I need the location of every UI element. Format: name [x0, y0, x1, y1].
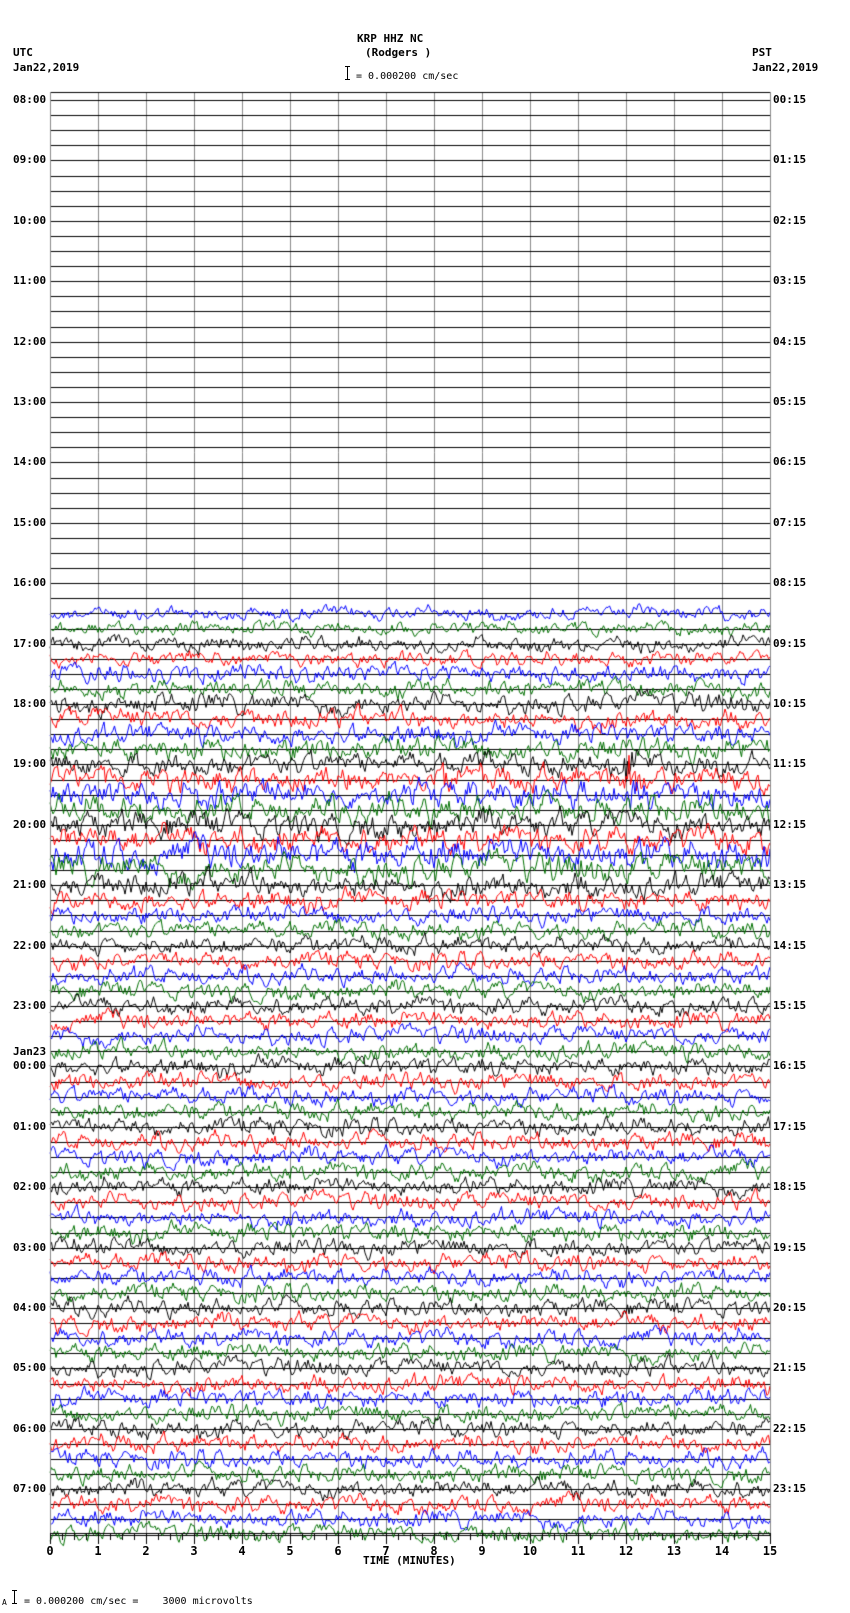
- pst-hour-label: 20:15: [773, 1301, 807, 1314]
- utc-hour-label: 06:00: [13, 1421, 47, 1435]
- utc-hour-label: 12:00: [13, 334, 47, 348]
- x-tick-label: 4: [238, 1544, 246, 1558]
- x-tick-label: 15: [762, 1544, 778, 1558]
- pst-hour-label: 17:15: [773, 1119, 807, 1133]
- x-tick-label: 0: [46, 1544, 54, 1558]
- utc-hour-label: 23:00: [13, 999, 47, 1012]
- x-tick-label: 7: [382, 1544, 390, 1558]
- x-tick-label: 8: [430, 1544, 438, 1558]
- utc-hour-label: 13:00: [13, 395, 47, 408]
- left-timezone: UTC: [13, 46, 33, 59]
- pst-hour-label: 06:15: [773, 455, 807, 469]
- left-date: Jan22,2019: [13, 61, 80, 74]
- pst-hour-label: 18:15: [773, 1180, 807, 1194]
- pst-hour-label: 05:15: [773, 395, 807, 408]
- right-date: Jan22,2019: [752, 61, 819, 74]
- utc-hour-label: 02:00: [13, 1180, 47, 1194]
- scale-bar-icon: [345, 66, 350, 80]
- pst-hour-label: 16:15: [773, 1059, 807, 1073]
- utc-hour-label: 09:00: [13, 153, 47, 167]
- utc-hour-label: 22:00: [13, 938, 47, 952]
- footer-scale-prefix: A: [2, 1598, 7, 1607]
- utc-hour-label: 04:00: [13, 1301, 47, 1314]
- x-axis-label: TIME (MINUTES): [363, 1554, 456, 1567]
- x-tick-label: 1: [94, 1544, 102, 1558]
- utc-hour-label: 11:00: [13, 274, 47, 288]
- x-tick-label: 13: [666, 1544, 682, 1558]
- right-timezone: PST: [752, 46, 772, 59]
- footer-scale-text: = 0.000200 cm/sec = 3000 microvolts: [24, 1596, 253, 1607]
- pst-hour-label: 22:15: [773, 1421, 807, 1435]
- date-change-label: Jan23: [13, 1045, 47, 1059]
- footer-scale-bar-icon: [12, 1590, 17, 1604]
- utc-hour-label: 15:00: [13, 515, 47, 529]
- x-tick-label: 3: [190, 1544, 198, 1558]
- pst-hour-label: 00:15: [773, 93, 807, 106]
- pst-hour-label: 03:15: [773, 274, 807, 288]
- pst-hour-label: 15:15: [773, 999, 807, 1012]
- pst-hour-label: 04:15: [773, 334, 807, 348]
- utc-hour-label: 00:00: [13, 1059, 47, 1073]
- x-tick-label: 10: [522, 1544, 538, 1558]
- pst-hour-label: 23:15: [773, 1482, 807, 1496]
- scale-text: = 0.000200 cm/sec: [356, 71, 459, 82]
- pst-hour-label: 01:15: [773, 153, 807, 167]
- pst-hour-label: 08:15: [773, 576, 807, 590]
- pst-hour-label: 10:15: [773, 697, 807, 710]
- utc-hour-label: 05:00: [13, 1361, 47, 1375]
- utc-hour-label: 21:00: [13, 878, 47, 892]
- pst-hour-label: 19:15: [773, 1240, 807, 1254]
- utc-hour-label: 20:00: [13, 817, 47, 831]
- x-tick-label: 5: [286, 1544, 294, 1558]
- utc-hour-label: 14:00: [13, 455, 47, 469]
- x-tick-label: 9: [478, 1544, 486, 1558]
- x-tick-label: 6: [334, 1544, 342, 1558]
- utc-hour-label: 01:00: [13, 1119, 47, 1133]
- utc-hour-label: 03:00: [13, 1240, 47, 1254]
- station-location: (Rodgers ): [365, 46, 432, 59]
- utc-hour-label: 18:00: [13, 697, 47, 710]
- utc-hour-label: 07:00: [13, 1482, 47, 1496]
- utc-hour-label: 17:00: [13, 636, 47, 650]
- x-tick-label: 11: [570, 1544, 586, 1558]
- utc-hour-label: 19:00: [13, 757, 47, 771]
- utc-hour-label: 16:00: [13, 576, 47, 590]
- pst-hour-label: 07:15: [773, 515, 807, 529]
- station-title: KRP HHZ NC: [357, 32, 424, 45]
- pst-hour-label: 13:15: [773, 878, 807, 892]
- utc-hour-label: 08:00: [13, 93, 47, 106]
- pst-hour-label: 14:15: [773, 938, 807, 952]
- pst-hour-label: 02:15: [773, 213, 807, 227]
- pst-hour-label: 21:15: [773, 1361, 807, 1375]
- pst-hour-label: 09:15: [773, 636, 807, 650]
- x-tick-label: 14: [714, 1544, 730, 1558]
- x-tick-label: 2: [142, 1544, 150, 1558]
- pst-hour-label: 11:15: [773, 757, 807, 771]
- utc-hour-label: 10:00: [13, 213, 47, 227]
- x-tick-label: 12: [618, 1544, 634, 1558]
- pst-hour-label: 12:15: [773, 817, 807, 831]
